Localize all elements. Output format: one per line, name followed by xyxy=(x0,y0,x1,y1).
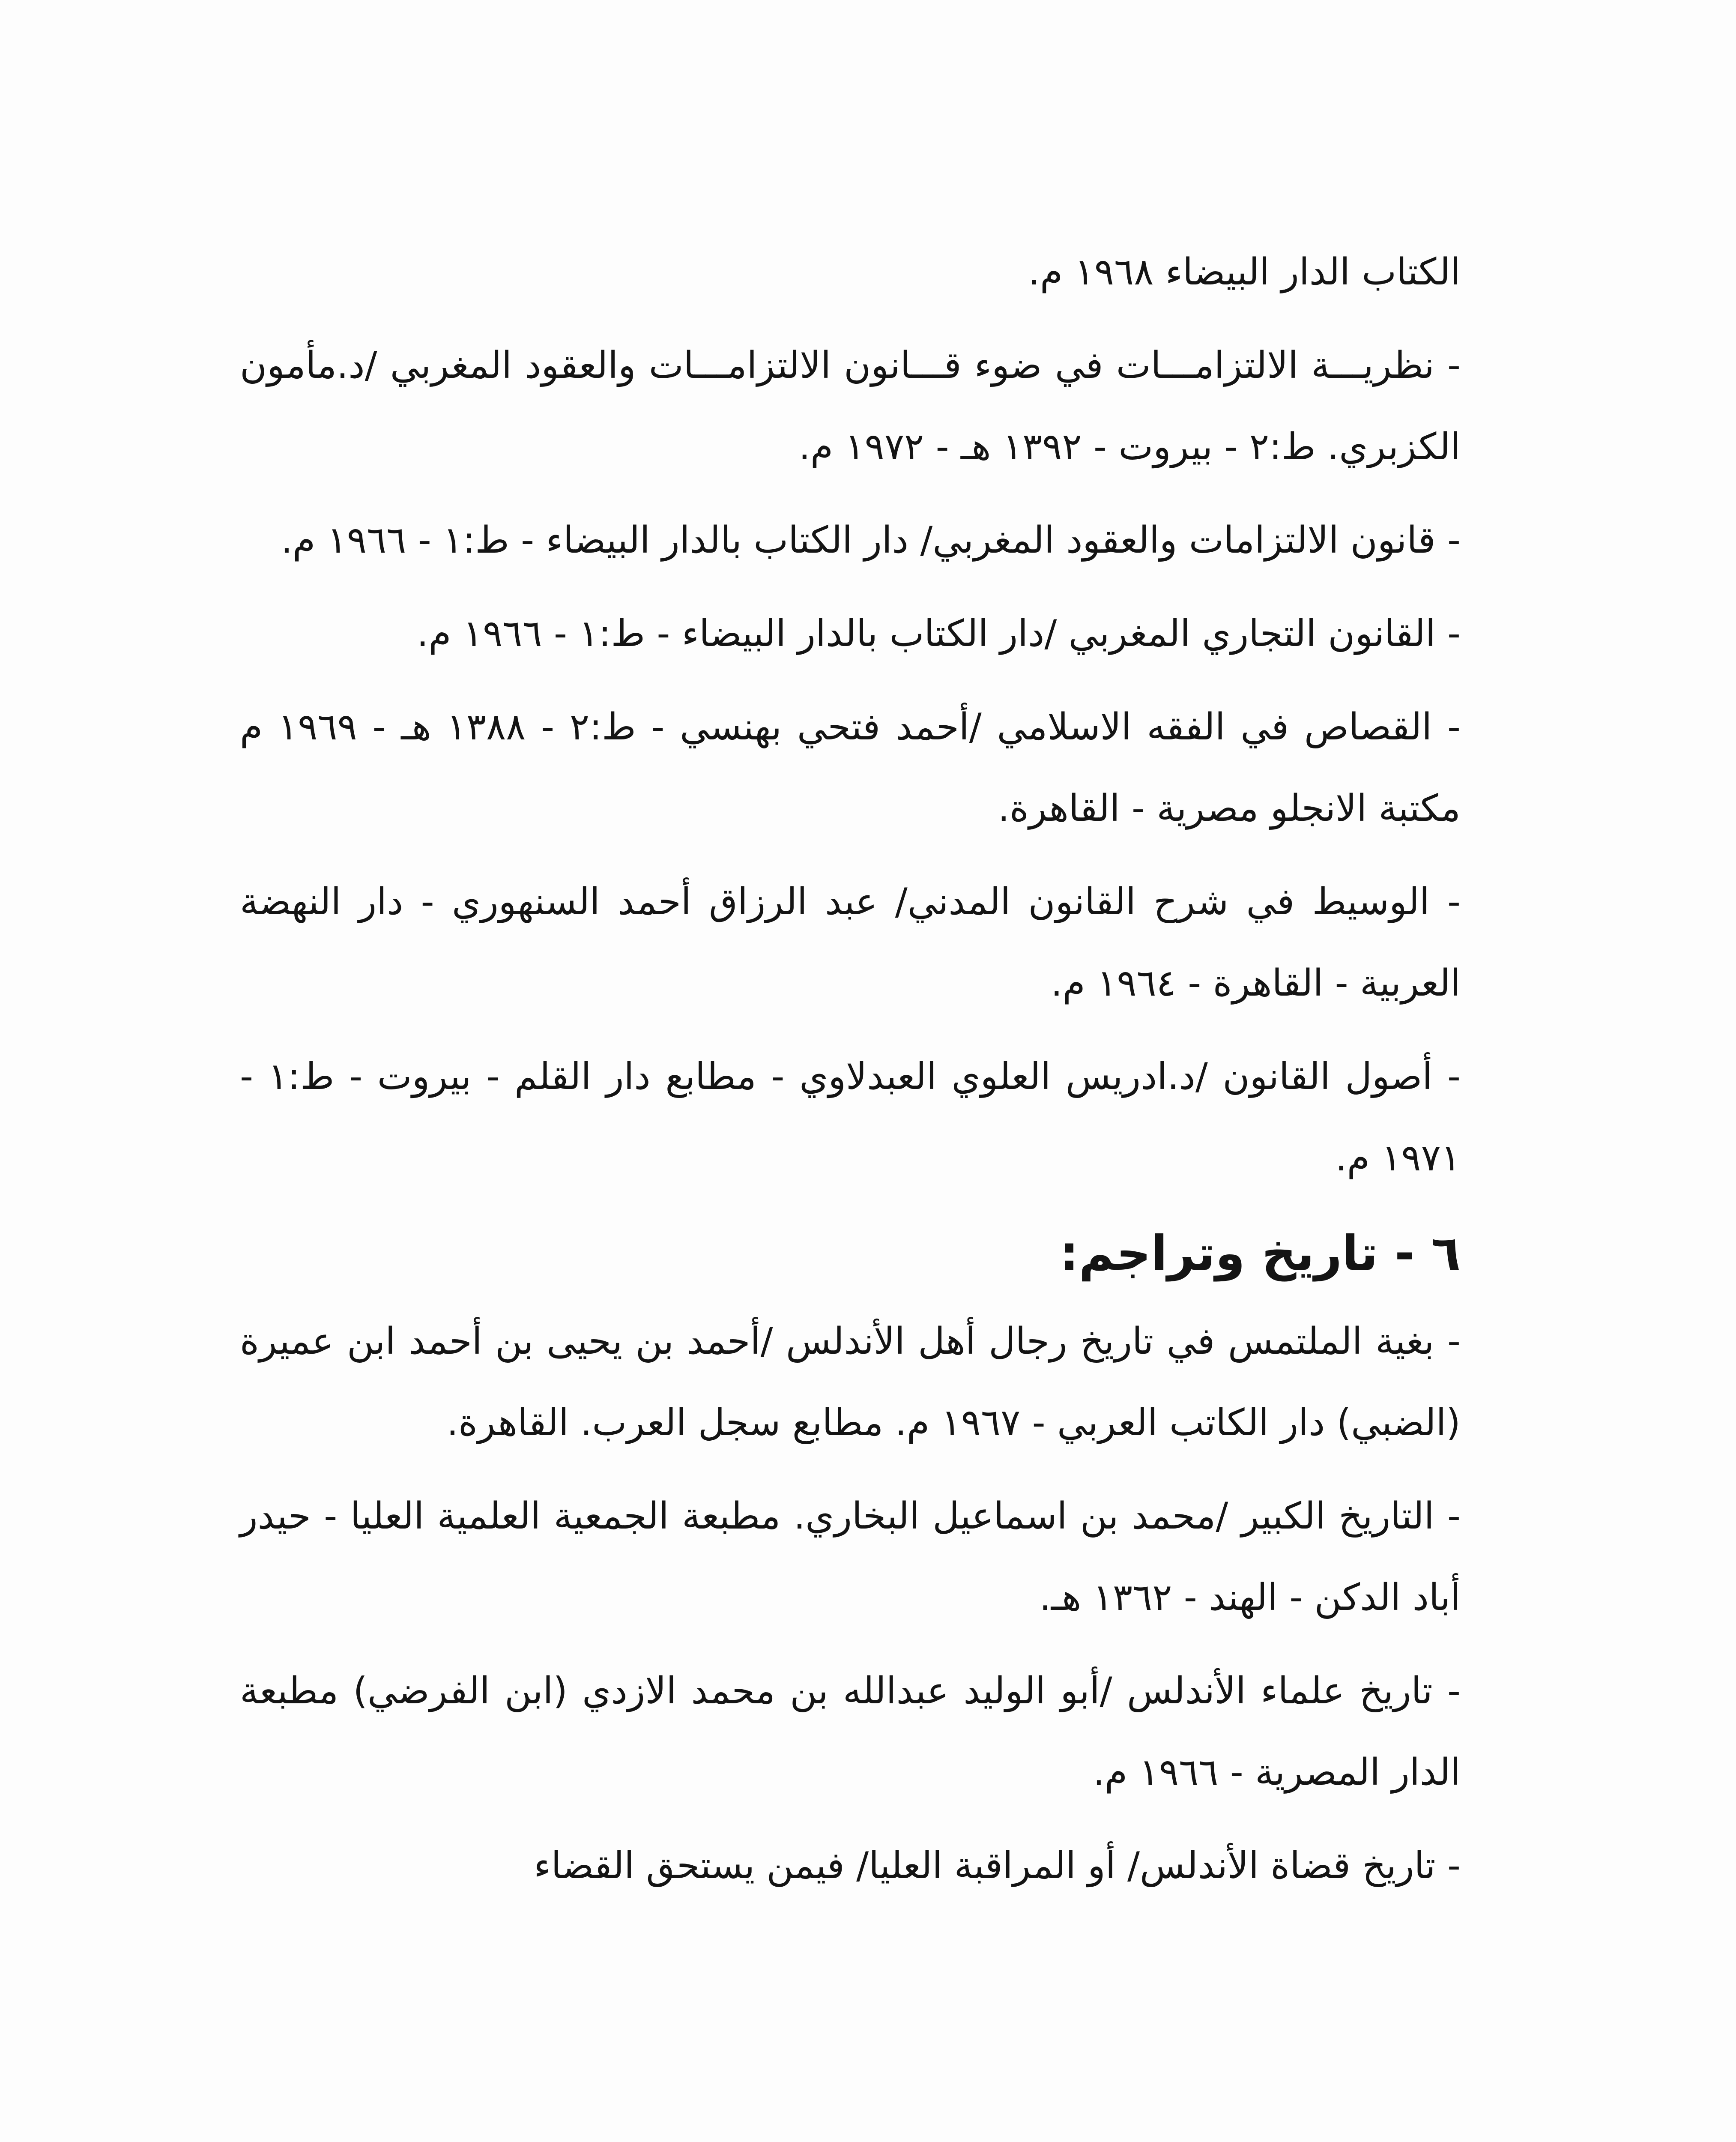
bibliography-entry: - القصاص في الفقه الاسلامي /أحمد فتحي بهنسي - ط:٢ - ١٣٨٨ هـ - ١٩٦٩ م مكتبة الانجلو مصرية - القاهرة. xyxy=(240,706,1461,830)
bibliography-entry: - نظريـــة الالتزامـــات في ضوء قـــانون الالتزامـــات والعقود المغربي /د.مأمون الكزبري. ط:٢ - بيروت - ١٣٩٢ هـ - ١٩٧٢ م. xyxy=(240,344,1461,468)
bibliography-entry: - تاريخ قضاة الأندلس/ أو المراقبة العليا/ فيمن يستحق القضاء xyxy=(534,1844,1461,1887)
bibliography-entry: - أصول القانون /د.ادريس العلوي العبدلاوي - مطابع دار القلم - بيروت - ط:١ - ١٩٧١ م. xyxy=(240,1055,1461,1179)
bibliography-entry: - تاريخ علماء الأندلس /أبو الوليد عبدالله بن محمد الازدي (ابن الفرضي) مطبعة الدار المصرية - ١٩٦٦ م. xyxy=(240,1669,1461,1794)
bibliography-entry: - الوسيط في شرح القانون المدني/ عبد الرزاق أحمد السنهوري - دار النهضة العربية - القاهرة - ١٩٦٤ م. xyxy=(240,880,1461,1005)
bibliography-entry: - القانون التجاري المغربي /دار الكتاب بالدار البيضاء - ط:١ - ١٩٦٦ م. xyxy=(416,612,1461,655)
bibliography-entry: - التاريخ الكبير /محمد بن اسماعيل البخاري. مطبعة الجمعية العلمية العليا - حيدر أباد الدكن - الهند - ١٣٦٢ هـ. xyxy=(240,1495,1461,1619)
bibliography-entry: الكتاب الدار البيضاء ١٩٦٨ م. xyxy=(1028,251,1461,293)
bibliography-entry: - بغية الملتمس في تاريخ رجال أهل الأندلس /أحمد بن يحيى بن أحمد ابن عميرة (الضبي) دار الكاتب العربي - ١٩٦٧ م. مطابع سجل العرب. القاهرة. xyxy=(240,1320,1461,1444)
bibliography-content xyxy=(240,231,1461,1918)
bibliography-entry: - قانون الالتزامات والعقود المغربي/ دار الكتاب بالدار البيضاء - ط:١ - ١٩٦٦ م. xyxy=(281,519,1461,562)
section-heading: ٦ - تاريخ وتراجم: xyxy=(1059,1226,1461,1281)
